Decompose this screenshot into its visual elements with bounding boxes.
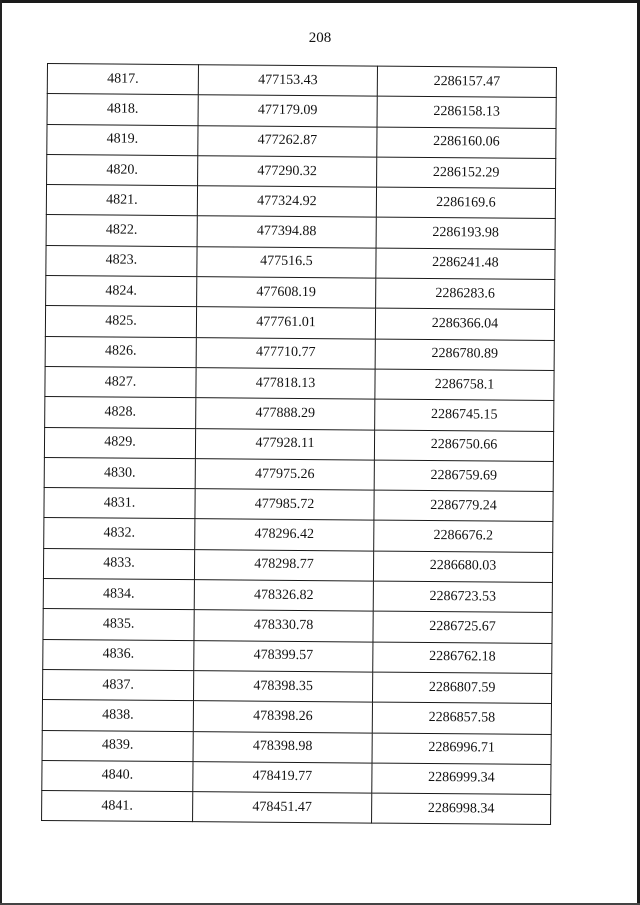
y-coordinate-cell: 2286780.89 xyxy=(375,339,554,371)
point-number-cell: 4819. xyxy=(47,124,198,155)
y-coordinate-cell: 2286283.6 xyxy=(376,278,555,310)
point-number-cell: 4823. xyxy=(46,245,197,276)
y-coordinate-cell: 2286160.06 xyxy=(377,127,556,159)
point-number-cell: 4841. xyxy=(42,791,193,822)
x-coordinate-cell: 477516.5 xyxy=(197,246,376,278)
table-row xyxy=(43,548,552,582)
x-coordinate-cell: 478398.98 xyxy=(193,731,372,763)
scan-edge-left xyxy=(0,0,2,905)
point-number-cell: 4829. xyxy=(44,427,195,458)
table-row xyxy=(44,457,553,491)
x-coordinate-cell: 477985.72 xyxy=(195,489,374,521)
table-row xyxy=(45,397,554,431)
point-number-cell: 4817. xyxy=(47,64,198,95)
point-number-cell: 4826. xyxy=(45,336,196,367)
x-coordinate-cell: 478298.77 xyxy=(194,549,373,581)
table-row xyxy=(42,730,551,764)
y-coordinate-cell: 2286680.03 xyxy=(373,551,552,583)
x-coordinate-cell: 477290.32 xyxy=(198,156,377,188)
x-coordinate-cell: 478330.78 xyxy=(194,610,373,642)
y-coordinate-cell: 2286169.6 xyxy=(376,187,555,219)
point-number-cell: 4837. xyxy=(42,669,193,700)
y-coordinate-cell: 2286750.66 xyxy=(374,430,553,462)
table-row xyxy=(44,427,553,461)
x-coordinate-cell: 477710.77 xyxy=(196,337,375,369)
y-coordinate-cell: 2286193.98 xyxy=(376,218,555,250)
point-number-cell: 4838. xyxy=(42,700,193,731)
x-coordinate-cell: 478398.26 xyxy=(193,701,372,733)
table-row xyxy=(46,276,555,310)
table-row xyxy=(42,791,551,825)
x-coordinate-cell: 477153.43 xyxy=(198,65,377,97)
y-coordinate-cell: 2286758.1 xyxy=(375,369,554,401)
y-coordinate-cell: 2286152.29 xyxy=(377,157,556,189)
x-coordinate-cell: 477394.88 xyxy=(197,216,376,248)
y-coordinate-cell: 2286366.04 xyxy=(375,308,554,340)
point-number-cell: 4833. xyxy=(43,548,194,579)
page-number: 208 xyxy=(308,30,332,46)
point-number-cell: 4820. xyxy=(47,154,198,185)
x-coordinate-cell: 478451.47 xyxy=(193,792,372,824)
x-coordinate-cell: 477928.11 xyxy=(195,428,374,460)
point-number-cell: 4830. xyxy=(44,457,195,488)
table-row xyxy=(45,336,554,370)
x-coordinate-cell: 477888.29 xyxy=(196,398,375,430)
x-coordinate-cell: 478419.77 xyxy=(193,761,372,793)
x-coordinate-cell: 477608.19 xyxy=(197,277,376,309)
point-number-cell: 4825. xyxy=(45,306,196,337)
x-coordinate-cell: 477324.92 xyxy=(197,186,376,218)
point-number-cell: 4821. xyxy=(46,185,197,216)
y-coordinate-cell: 2286762.18 xyxy=(373,642,552,674)
table-row xyxy=(42,700,551,734)
x-coordinate-cell: 478399.57 xyxy=(194,640,373,672)
y-coordinate-cell: 2286241.48 xyxy=(376,248,555,280)
y-coordinate-cell: 2286158.13 xyxy=(377,96,556,128)
coordinates-table xyxy=(41,63,557,825)
y-coordinate-cell: 2286807.59 xyxy=(372,672,551,704)
point-number-cell: 4831. xyxy=(44,488,195,519)
y-coordinate-cell: 2286676.2 xyxy=(374,521,553,553)
table-row xyxy=(44,518,553,552)
y-coordinate-cell: 2286857.58 xyxy=(372,702,551,734)
y-coordinate-cell: 2286996.71 xyxy=(372,733,551,765)
x-coordinate-cell: 477179.09 xyxy=(198,95,377,127)
point-number-cell: 4832. xyxy=(44,518,195,549)
table-row xyxy=(47,154,556,188)
table-row xyxy=(47,124,556,158)
scan-edge-top xyxy=(0,0,640,3)
x-coordinate-cell: 478296.42 xyxy=(195,519,374,551)
x-coordinate-cell: 477818.13 xyxy=(196,368,375,400)
coordinates-table-body xyxy=(42,64,557,825)
table-row xyxy=(43,639,552,673)
table-row xyxy=(46,185,555,219)
table-row xyxy=(47,94,556,128)
point-number-cell: 4827. xyxy=(45,366,196,397)
point-number-cell: 4835. xyxy=(43,609,194,640)
y-coordinate-cell: 2286999.34 xyxy=(372,763,551,795)
y-coordinate-cell: 2286745.15 xyxy=(375,399,554,431)
y-coordinate-cell: 2286779.24 xyxy=(374,490,553,522)
y-coordinate-cell: 2286759.69 xyxy=(374,460,553,492)
table-row xyxy=(42,669,551,703)
table-row xyxy=(46,215,555,249)
point-number-cell: 4822. xyxy=(46,215,197,246)
table-row xyxy=(46,245,555,279)
table-row xyxy=(45,306,554,340)
x-coordinate-cell: 477262.87 xyxy=(198,125,377,157)
point-number-cell: 4818. xyxy=(47,94,198,125)
y-coordinate-cell: 2286157.47 xyxy=(377,66,556,98)
point-number-cell: 4839. xyxy=(42,730,193,761)
table-row xyxy=(47,64,556,98)
x-coordinate-cell: 478326.82 xyxy=(194,580,373,612)
point-number-cell: 4824. xyxy=(46,276,197,307)
x-coordinate-cell: 477975.26 xyxy=(195,459,374,491)
table-row xyxy=(44,488,553,522)
table-row xyxy=(45,366,554,400)
x-coordinate-cell: 477761.01 xyxy=(196,307,375,339)
table-row xyxy=(43,579,552,613)
point-number-cell: 4840. xyxy=(42,760,193,791)
table-row xyxy=(42,760,551,794)
y-coordinate-cell: 2286998.34 xyxy=(372,793,551,825)
y-coordinate-cell: 2286723.53 xyxy=(373,581,552,613)
table-row xyxy=(43,609,552,643)
point-number-cell: 4828. xyxy=(45,397,196,428)
point-number-cell: 4834. xyxy=(43,579,194,610)
y-coordinate-cell: 2286725.67 xyxy=(373,611,552,643)
point-number-cell: 4836. xyxy=(43,639,194,670)
x-coordinate-cell: 478398.35 xyxy=(193,671,372,703)
